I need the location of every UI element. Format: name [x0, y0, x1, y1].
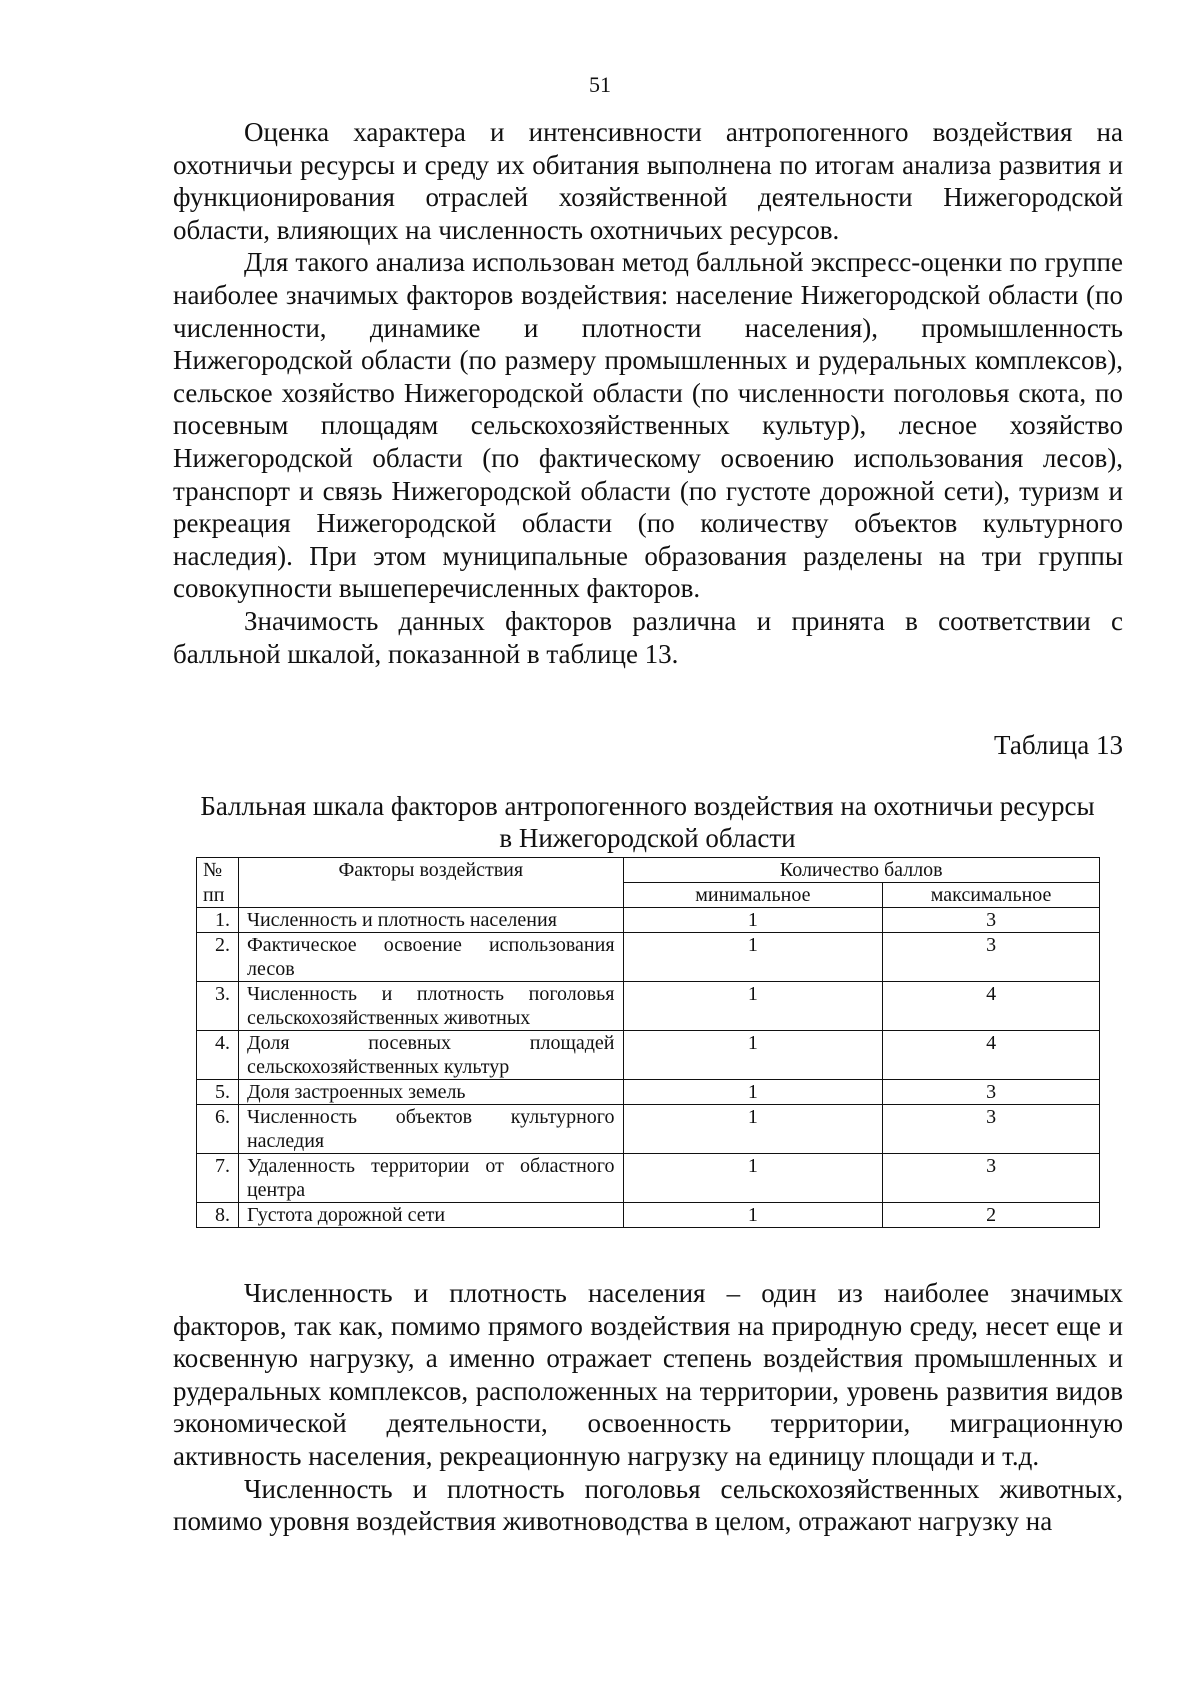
header-num-sub: пп	[197, 883, 239, 908]
row-number: 5.	[197, 1080, 239, 1105]
header-min: минимальное	[623, 883, 883, 908]
row-number: 6.	[197, 1105, 239, 1154]
row-min: 1	[623, 908, 883, 933]
row-min: 1	[623, 933, 883, 982]
table-row	[197, 982, 1100, 1031]
factor-table	[196, 857, 1100, 1228]
row-factor: Доля посевных площадей сельскохозяйственных культур	[238, 1031, 623, 1080]
table-row	[197, 1080, 1100, 1105]
row-number: 4.	[197, 1031, 239, 1080]
row-min: 1	[623, 1203, 883, 1228]
following-text	[173, 1277, 1123, 1538]
row-number: 1.	[197, 908, 239, 933]
row-max: 3	[883, 1080, 1100, 1105]
page-number: 51	[589, 72, 611, 97]
table-row	[197, 1031, 1100, 1080]
row-min: 1	[623, 1031, 883, 1080]
row-number: 7.	[197, 1154, 239, 1203]
row-max: 3	[883, 908, 1100, 933]
row-number: 8.	[197, 1203, 239, 1228]
row-max: 3	[883, 1154, 1100, 1203]
row-number: 3.	[197, 982, 239, 1031]
paragraph: Значимость данных факторов различна и принята в соответствии с балльной шкалой, показанной в таблице 13.	[173, 605, 1123, 669]
row-max: 2	[883, 1203, 1100, 1228]
row-max: 4	[883, 982, 1100, 1031]
table-row	[197, 1203, 1100, 1228]
paragraph: Оценка характера и интенсивности антропогенного воздействия на охотничьи ресурсы и среду их обитания выполнена по итогам анализа развития и функционирования отраслей хозяйственной деятельности Нижегородской области, влияющих на численность охотничьих ресурсов.	[173, 117, 1123, 245]
table-header-row	[197, 858, 1100, 883]
row-max: 3	[883, 933, 1100, 982]
table-title-line: в Нижегородской области	[499, 823, 796, 853]
paragraph: Численность и плотность населения – один из наиболее значимых факторов, так как, помимо прямого воздействия на природную среду, несет еще и косвенную нагрузку, а именно отражает степень воздействия промышленных и рудеральных комплексов, расположенных на территории, уровень развития видов экономической деятельности, освоенность территории, миграционную активность населения, рекреационную нагрузку на единицу площади и т.д.	[173, 1278, 1123, 1471]
row-min: 1	[623, 982, 883, 1031]
header-factor: Факторы воздействия	[238, 858, 623, 908]
row-max: 3	[883, 1105, 1100, 1154]
table-row	[197, 908, 1100, 933]
paragraph: Численность и плотность поголовья сельскохозяйственных животных, помимо уровня воздействия животноводства в целом, отражают нагрузку на	[173, 1473, 1123, 1537]
row-min: 1	[623, 1080, 883, 1105]
intro-text	[173, 116, 1123, 670]
row-max: 4	[883, 1031, 1100, 1080]
row-factor: Фактическое освоение использования лесов	[238, 933, 623, 982]
row-min: 1	[623, 1154, 883, 1203]
table-row	[197, 1154, 1100, 1203]
row-number: 2.	[197, 933, 239, 982]
row-factor: Численность и плотность населения	[238, 908, 623, 933]
row-factor: Численность и плотность поголовья сельскохозяйственных животных	[238, 982, 623, 1031]
table-title	[160, 790, 1135, 854]
row-factor: Удаленность территории от областного центра	[238, 1154, 623, 1203]
table-title-line: Балльная шкала факторов антропогенного воздействия на охотничьи ресурсы	[200, 791, 1095, 821]
row-factor: Густота дорожной сети	[238, 1203, 623, 1228]
row-factor: Численность объектов культурного наследия	[238, 1105, 623, 1154]
table-label: Таблица 13	[994, 730, 1123, 760]
row-factor: Доля застроенных земель	[238, 1080, 623, 1105]
table-row	[197, 1105, 1100, 1154]
header-num: №	[197, 858, 239, 883]
table-row	[197, 933, 1100, 982]
header-max: максимальное	[883, 883, 1100, 908]
header-points: Количество баллов	[623, 858, 1099, 883]
paragraph: Для такого анализа использован метод балльной экспресс-оценки по группе наиболее значимых факторов воздействия: население Нижегородской области (по численности, динамике и плотности населения), промышленность Нижегородской области (по размеру промышленных и рудеральных комплексов), сельское хозяйство Нижегородской области (по численности поголовья скота, по посевным площадям сельскохозяйственных культур), лесное хозяйство Нижегородской области (по фактическому освоению использования лесов), транспорт и связь Нижегородской области (по густоте дорожной сети), туризм и рекреация Нижегородской области (по количеству объектов культурного наследия). При этом муниципальные образования разделены на три группы совокупности вышеперечисленных факторов.	[173, 247, 1123, 604]
row-min: 1	[623, 1105, 883, 1154]
